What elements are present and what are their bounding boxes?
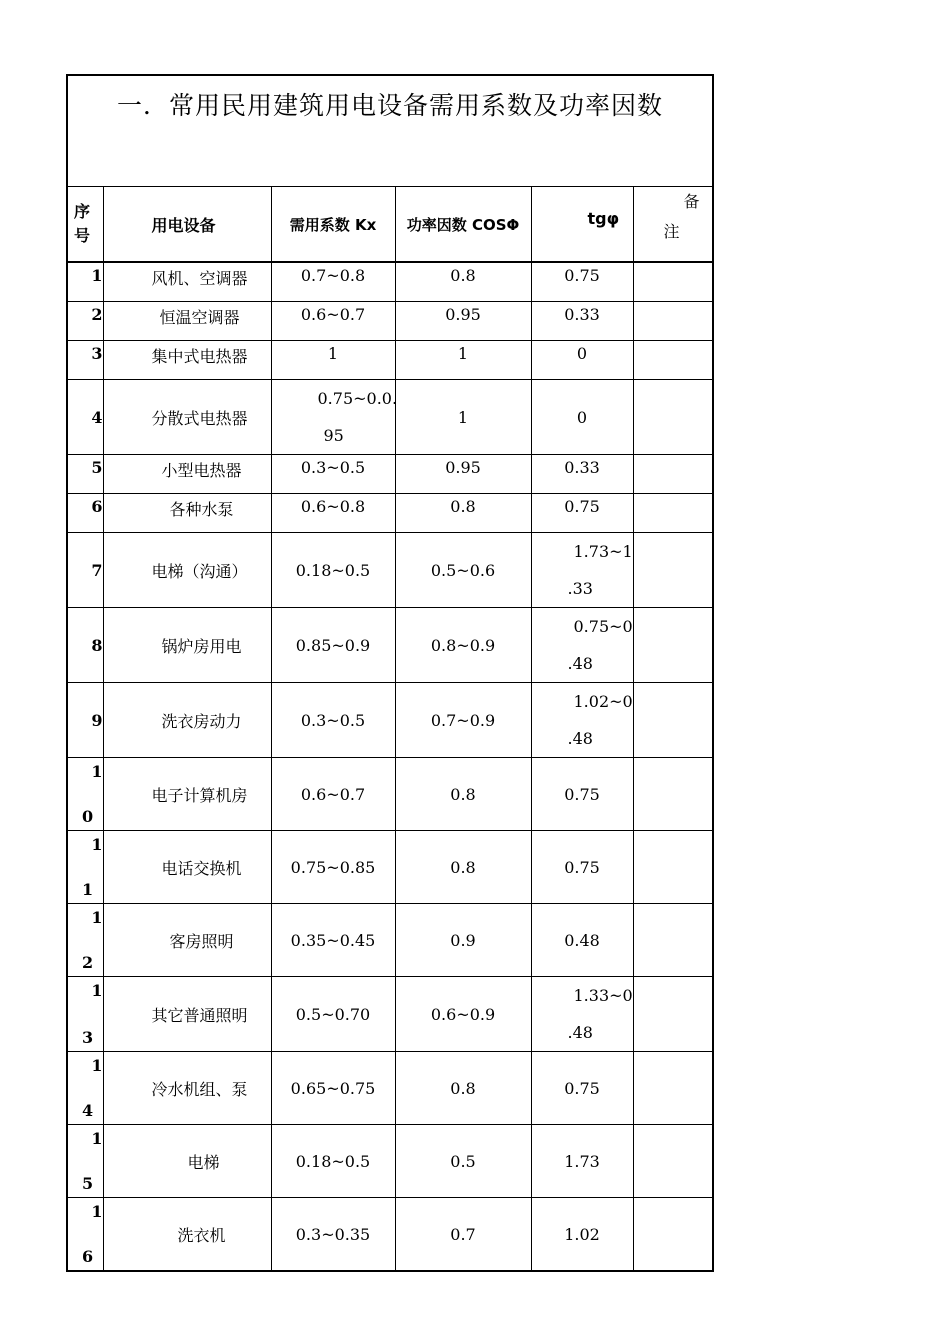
table-row <box>67 1125 713 1198</box>
row-cos: 0.8~0.9 <box>395 608 531 683</box>
header-cos: 功率因数 COSΦ <box>395 187 531 263</box>
row-device: 小型电热器 <box>103 455 271 494</box>
row-tg <box>531 977 633 1052</box>
table-row <box>67 831 713 904</box>
row-note <box>633 1198 713 1272</box>
row-no: 2 <box>67 302 103 341</box>
row-no <box>67 1198 103 1272</box>
document-page <box>66 74 712 1272</box>
row-note <box>633 341 713 380</box>
row-cos: 0.6~0.9 <box>395 977 531 1052</box>
row-cos: 0.7 <box>395 1198 531 1272</box>
row-tg-line1: 1.73~1 <box>573 542 633 561</box>
header-device: 用电设备 <box>103 187 271 263</box>
row-tg-line2: .48 <box>567 654 593 673</box>
title-cell <box>67 75 713 187</box>
row-tg-line1: 0.75~0 <box>573 617 633 636</box>
row-note <box>633 977 713 1052</box>
row-no <box>67 831 103 904</box>
row-cos: 0.7~0.9 <box>395 683 531 758</box>
row-no-line1: 1 <box>91 908 103 927</box>
row-kx: 0.3~0.5 <box>271 683 395 758</box>
row-note <box>633 262 713 302</box>
row-tg: 1.73 <box>531 1125 633 1198</box>
row-note <box>633 904 713 977</box>
row-device: 洗衣机 <box>103 1198 271 1272</box>
row-device: 电梯（沟通） <box>103 533 271 608</box>
row-no-line2: 1 <box>82 880 94 899</box>
row-note <box>633 683 713 758</box>
row-kx: 0.35~0.45 <box>271 904 395 977</box>
row-tg: 0 <box>531 341 633 380</box>
row-tg-line1: 1.33~0 <box>573 986 633 1005</box>
header-note <box>633 187 713 263</box>
row-no <box>67 904 103 977</box>
row-cos: 0.95 <box>395 455 531 494</box>
table-row <box>67 302 713 341</box>
row-cos: 0.8 <box>395 262 531 302</box>
row-no-line2: 2 <box>82 953 94 972</box>
row-tg: 0.33 <box>531 455 633 494</box>
row-tg: 0.75 <box>531 494 633 533</box>
row-cos: 0.95 <box>395 302 531 341</box>
row-kx: 0.6~0.7 <box>271 302 395 341</box>
header-seq-line1: 序 <box>74 202 91 221</box>
row-tg <box>531 608 633 683</box>
row-device: 各种水泵 <box>103 494 271 533</box>
row-no: 4 <box>67 380 103 455</box>
row-device: 其它普通照明 <box>103 977 271 1052</box>
row-device: 分散式电热器 <box>103 380 271 455</box>
header-seq-line2: 号 <box>74 226 91 245</box>
row-tg-line2: .48 <box>567 1023 593 1042</box>
row-note <box>633 758 713 831</box>
row-no-line2: 3 <box>82 1028 94 1047</box>
table-row <box>67 683 713 758</box>
row-note <box>633 455 713 494</box>
row-tg: 0.75 <box>531 758 633 831</box>
header-note-line2: 注 <box>663 222 680 241</box>
row-no-line1: 1 <box>91 1129 103 1148</box>
row-kx: 0.6~0.8 <box>271 494 395 533</box>
row-no: 8 <box>67 608 103 683</box>
row-note <box>633 380 713 455</box>
table-row <box>67 977 713 1052</box>
table-row <box>67 904 713 977</box>
row-cos: 0.8 <box>395 758 531 831</box>
row-note <box>633 608 713 683</box>
table-row <box>67 608 713 683</box>
row-kx: 0.85~0.9 <box>271 608 395 683</box>
row-kx: 0.7~0.8 <box>271 262 395 302</box>
row-tg: 0.75 <box>531 831 633 904</box>
row-no: 6 <box>67 494 103 533</box>
row-device: 恒温空调器 <box>103 302 271 341</box>
table-title: 一．常用民用建筑用电设备需用系数及功率因数 <box>117 91 664 120</box>
row-kx: 0.65~0.75 <box>271 1052 395 1125</box>
row-no-line1: 1 <box>91 762 103 781</box>
row-tg: 0.75 <box>531 262 633 302</box>
row-tg <box>531 533 633 608</box>
demand-factor-table <box>66 74 714 1272</box>
row-no <box>67 1125 103 1198</box>
table-row <box>67 341 713 380</box>
row-cos: 0.8 <box>395 494 531 533</box>
row-kx: 1 <box>271 341 395 380</box>
row-no-line1: 1 <box>91 1202 103 1221</box>
title-row <box>67 75 713 187</box>
row-cos: 0.9 <box>395 904 531 977</box>
row-device: 风机、空调器 <box>103 262 271 302</box>
row-no-line2: 4 <box>82 1101 94 1120</box>
header-row <box>67 187 713 263</box>
row-note <box>633 1052 713 1125</box>
header-seq <box>67 187 103 263</box>
row-kx: 0.75~0.85 <box>271 831 395 904</box>
row-no: 1 <box>67 262 103 302</box>
table-row <box>67 758 713 831</box>
table-row <box>67 380 713 455</box>
row-kx: 0.6~0.7 <box>271 758 395 831</box>
row-no-line1: 1 <box>91 981 103 1000</box>
row-no-line2: 5 <box>82 1174 94 1193</box>
row-cos: 0.5 <box>395 1125 531 1198</box>
row-no: 3 <box>67 341 103 380</box>
row-tg: 0.75 <box>531 1052 633 1125</box>
row-cos: 1 <box>395 380 531 455</box>
row-no-line2: 0 <box>82 807 94 826</box>
table-row <box>67 1198 713 1272</box>
row-tg <box>531 683 633 758</box>
row-device: 锅炉房用电 <box>103 608 271 683</box>
row-device: 电话交换机 <box>103 831 271 904</box>
row-device: 集中式电热器 <box>103 341 271 380</box>
row-kx <box>271 380 398 455</box>
row-device: 洗衣房动力 <box>103 683 271 758</box>
row-tg: 0.48 <box>531 904 633 977</box>
row-kx: 0.3~0.5 <box>271 455 395 494</box>
row-note <box>633 1125 713 1198</box>
row-device: 客房照明 <box>103 904 271 977</box>
row-no-line2: 6 <box>82 1247 94 1266</box>
row-no <box>67 977 103 1052</box>
row-device: 电梯 <box>103 1125 271 1198</box>
row-cos: 0.8 <box>395 1052 531 1125</box>
row-tg-line2: .33 <box>567 579 593 598</box>
row-tg: 1.02 <box>531 1198 633 1272</box>
row-kx: 0.18~0.5 <box>271 533 395 608</box>
row-no <box>67 1052 103 1125</box>
row-cos: 0.5~0.6 <box>395 533 531 608</box>
header-note-line1: 备 <box>683 192 700 211</box>
row-kx-line2: 95 <box>323 426 344 445</box>
table-row <box>67 262 713 302</box>
row-no: 5 <box>67 455 103 494</box>
row-tg: 0 <box>531 380 633 455</box>
header-kx: 需用系数 Kx <box>271 187 395 263</box>
row-tg-line1: 1.02~0 <box>573 692 633 711</box>
row-kx: 0.3~0.35 <box>271 1198 395 1272</box>
row-kx: 0.18~0.5 <box>271 1125 395 1198</box>
row-tg-line2: .48 <box>567 729 593 748</box>
table-row <box>67 1052 713 1125</box>
header-tg: tgφ <box>531 187 633 263</box>
row-note <box>633 533 713 608</box>
table-row <box>67 533 713 608</box>
row-cos: 0.8 <box>395 831 531 904</box>
row-device: 冷水机组、泵 <box>103 1052 271 1125</box>
table-row <box>67 494 713 533</box>
row-tg: 0.33 <box>531 302 633 341</box>
row-note <box>633 831 713 904</box>
row-no-line1: 1 <box>91 1056 103 1075</box>
row-no: 7 <box>67 533 103 608</box>
table-row <box>67 455 713 494</box>
row-kx-line1: 0.75~0.0. <box>317 389 398 408</box>
row-note <box>633 302 713 341</box>
row-no: 9 <box>67 683 103 758</box>
row-note <box>633 494 713 533</box>
row-device: 电子计算机房 <box>103 758 271 831</box>
row-no <box>67 758 103 831</box>
row-no-line1: 1 <box>91 835 103 854</box>
row-cos: 1 <box>395 341 531 380</box>
row-kx: 0.5~0.70 <box>271 977 395 1052</box>
